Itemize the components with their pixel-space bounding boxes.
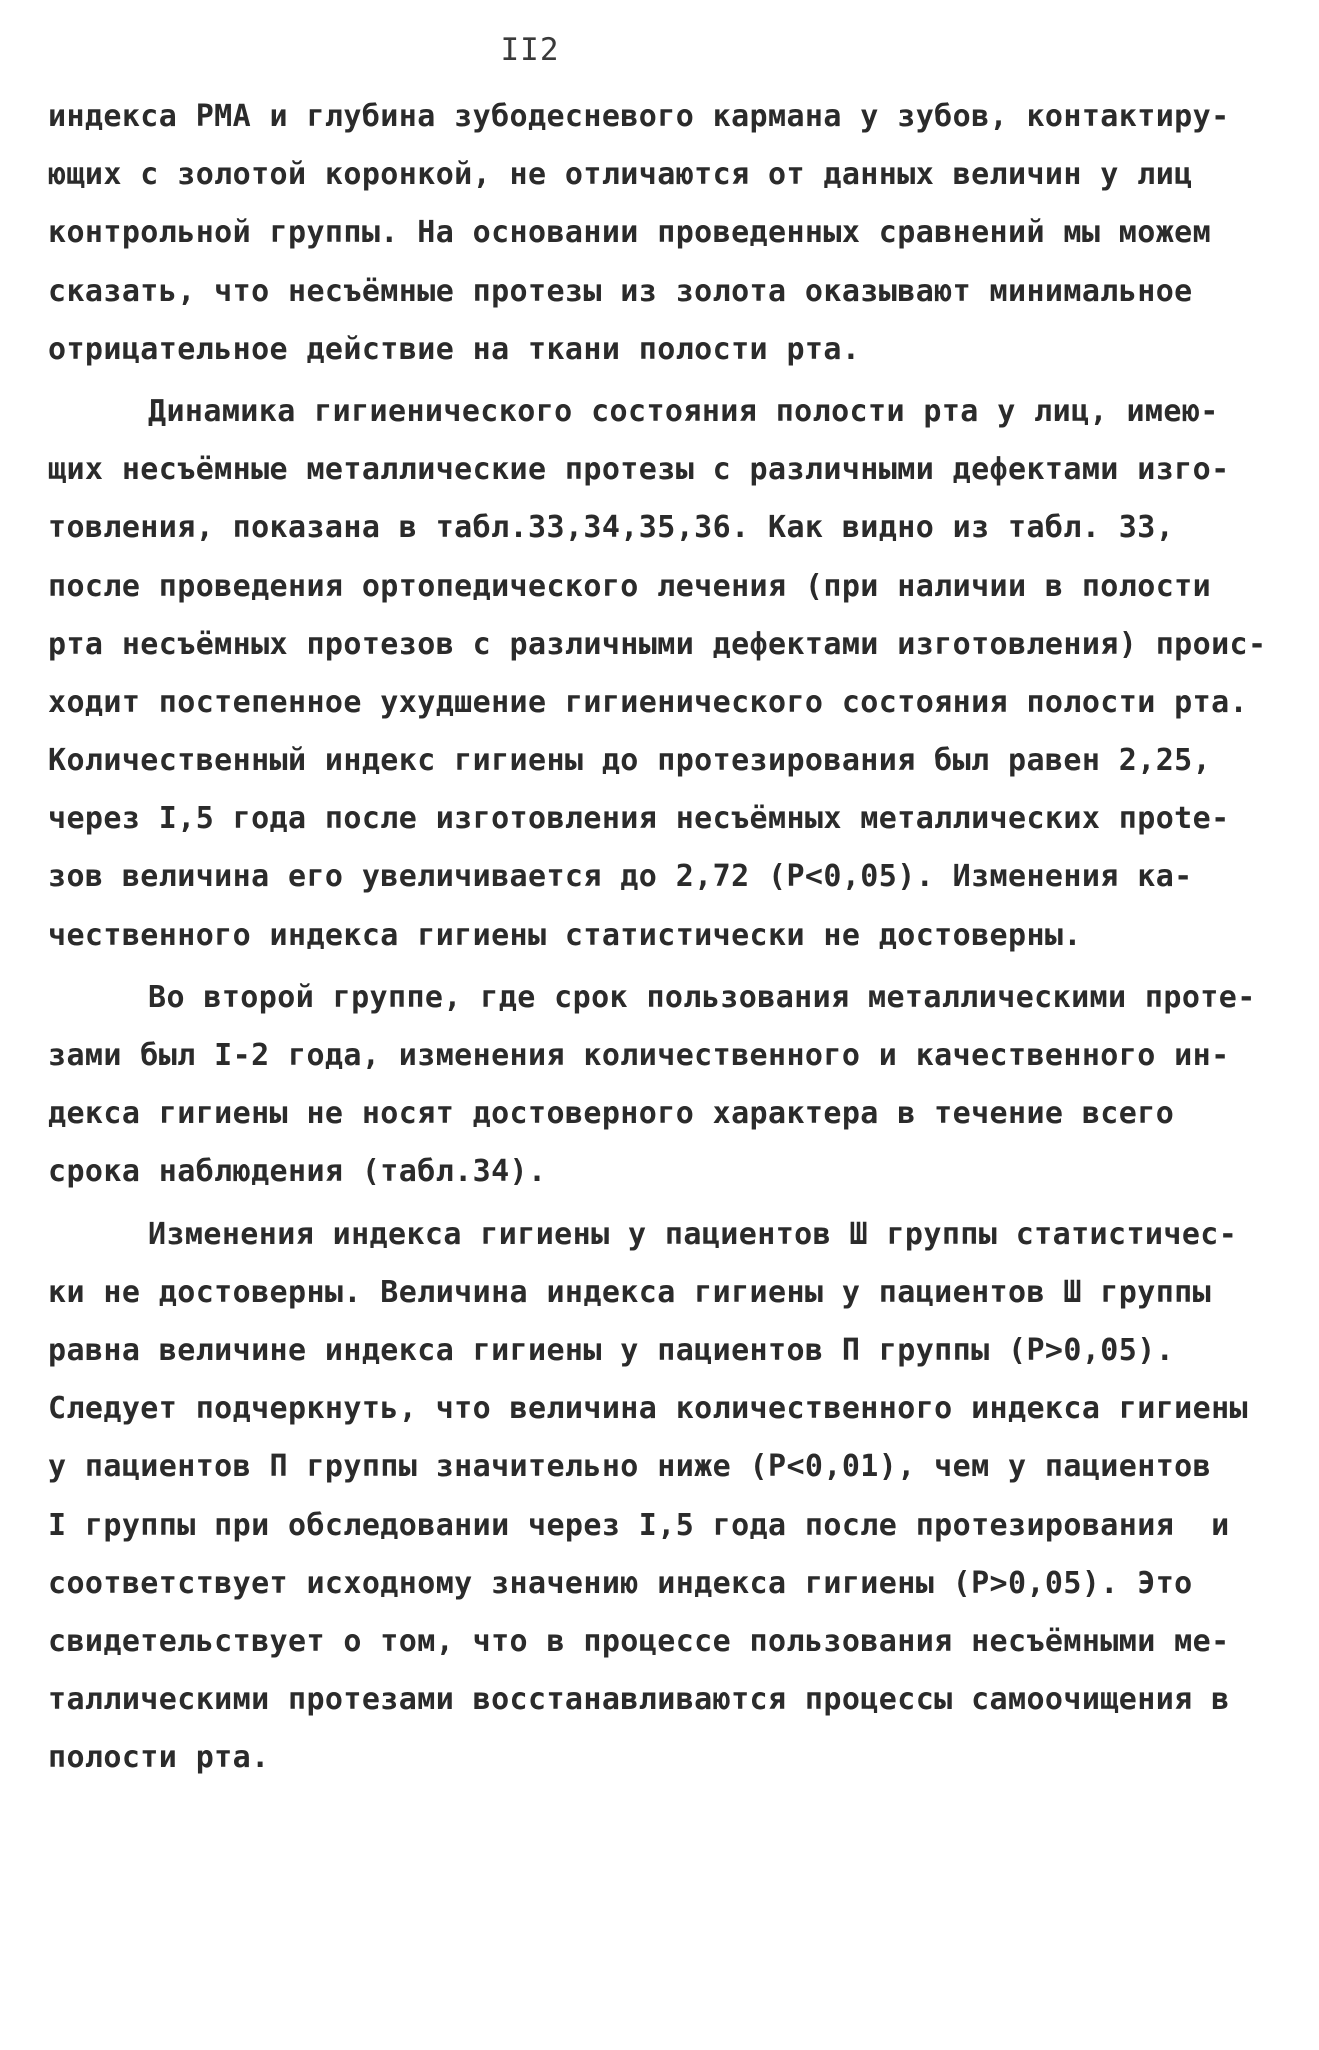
text-line: индекса РМА и глубина зубодесневого кармана у зубов, контактиру- — [48, 99, 1230, 134]
text-line: рта несъёмных протезов с различными дефектами изготовления) проис- — [48, 626, 1267, 662]
text-line: соответствует исходному значению индекса гигиены (Р>0,05). Это — [48, 1565, 1193, 1601]
text-line: ки не достоверны. Величина индекса гигиены у пациентов Ш группы — [48, 1274, 1212, 1310]
text-line: через I,5 года после изготовления несъёмных металлических прote- — [48, 801, 1230, 837]
text-line: у пациентов П группы значительно ниже (Р<0,01), чем у пациентов — [48, 1449, 1212, 1485]
text-line: полости рта. — [48, 1740, 270, 1776]
text-line: декса гигиены не носят достоверного характера в течение всего — [48, 1096, 1175, 1132]
text-line: Следует подчеркнуть, что величина количественного индекса гигиены — [48, 1391, 1248, 1427]
text-line: ходит постепенное ухудшение гигиенического состояния полости рта. — [48, 684, 1248, 720]
text-line: сказать, что несъёмные протезы из золота оказывают минимальное — [48, 273, 1193, 309]
paragraph-3 — [48, 969, 1278, 1202]
text-line: равна величине индекса гигиены у пациентов П группы (Р>0,05). — [48, 1332, 1175, 1368]
text-line: щих несъёмные металлические протезы с различными дефектами изго- — [48, 452, 1230, 488]
text-line: Количественный индекс гигиены до протезирования был равен 2,25, — [48, 743, 1212, 779]
body-text — [48, 88, 1278, 1787]
text-line: таллическими протезами восстанавливаются процессы самоочищения в — [48, 1682, 1230, 1718]
text-line: зами был I-2 года, изменения количественного и качественного ин- — [48, 1038, 1230, 1073]
text-line: свидетельствует о том, что в процессе пользования несъёмными ме- — [48, 1623, 1230, 1659]
text-line: I группы при обследовании через I,5 года после протезирования и — [48, 1507, 1230, 1543]
text-line: Изменения индекса гигиены у пациентов Ш группы статистичес- — [148, 1216, 1238, 1252]
text-line: после проведения ортопедического лечения (при наличии в полости — [48, 568, 1212, 604]
page-number: II2 — [500, 32, 560, 68]
text-line: ющих с золотой коронкой, не отличаются от данных величин у лиц — [48, 157, 1193, 193]
text-line: товления, показана в табл.33,34,35,36. Как видно из табл. 33, — [48, 510, 1175, 546]
paragraph-1 — [48, 88, 1278, 379]
text-line: Динамика гигиенического состояния полости рта у лиц, имею- — [148, 393, 1219, 429]
text-line: отрицательное действие на ткани полости рта. — [48, 331, 861, 367]
paragraph-2 — [48, 383, 1278, 965]
text-line: срока наблюдения (табл.34). — [48, 1154, 547, 1190]
text-line: чественного индекса гигиены статистически не достоверны. — [48, 917, 1082, 953]
text-line: контрольной группы. На основании проведенных сравнений мы можем — [48, 215, 1212, 251]
text-line: Во второй группе, где срок пользования металлическими проте- — [148, 979, 1256, 1015]
paragraph-4 — [48, 1206, 1278, 1788]
text-line: зов величина его увеличивается до 2,72 (Р<0,05). Изменения ка- — [48, 859, 1193, 895]
